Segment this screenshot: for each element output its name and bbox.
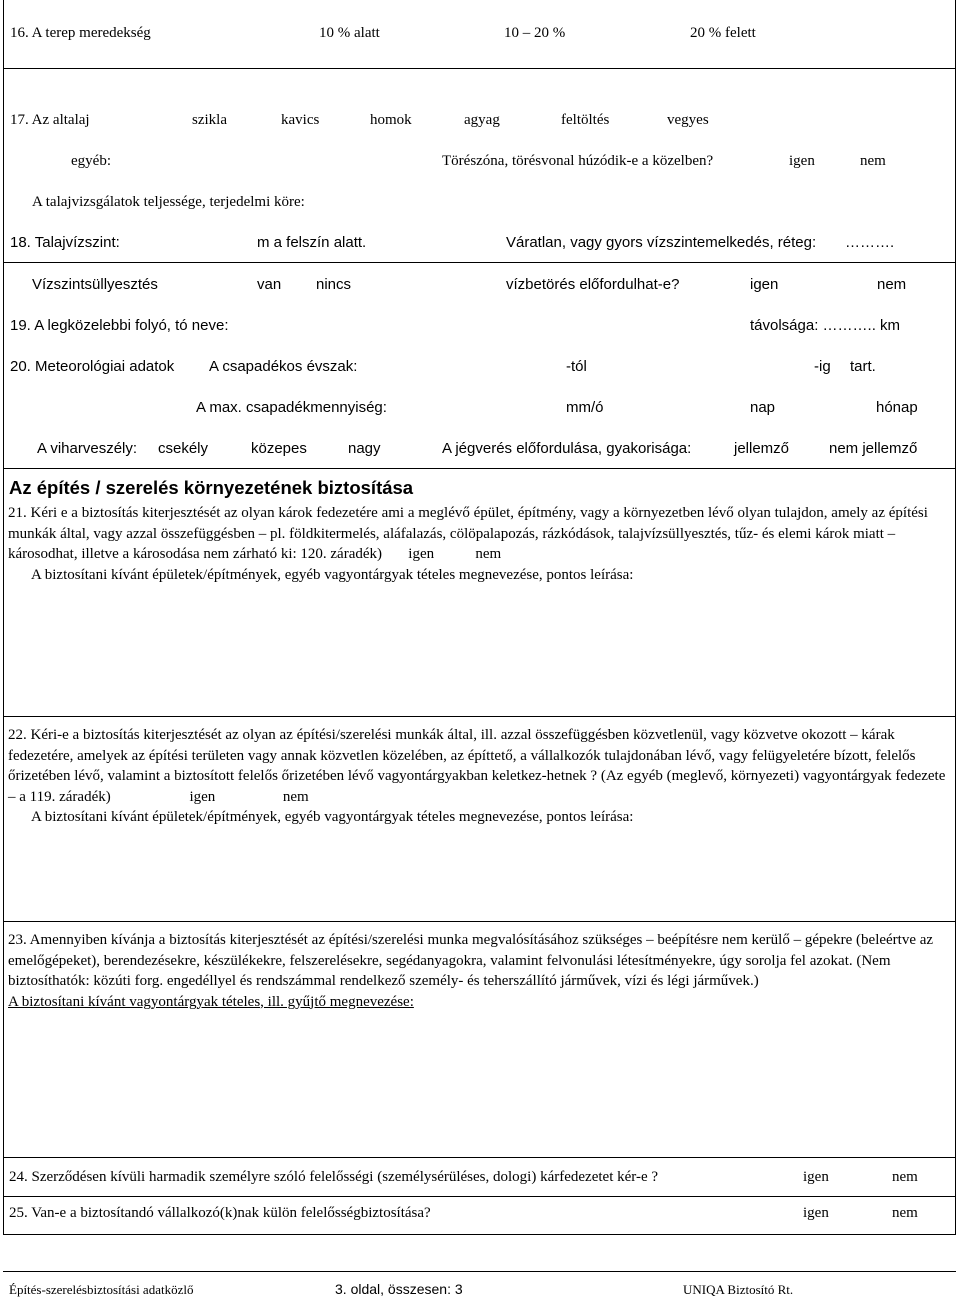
q22-question: 22. Kéri-e a biztosítás kiterjesztését az olyan az építési/szerelési munkák által, ill. azzal összefüggésben közvetlenül, vagy közvetve okozott – kárak fedezetére, amelyek az építési területen vagy annak közvetlen közelében, az építtető, a vállalkozók tulajdonában lévő, vagy felügyeletére bízott, felelős őrizetében lévő, valamint a biztosított felelős őrizetében lévő vagyontárgyakban keletkez-hetnek ? (Az egyéb (meglevő, környezeti) vagyontárgyak fedezete – a 119. záradék)	[8, 727, 946, 805]
q21-question: 21. Kéri e a biztosítás kiterjesztését az olyan károk fedezetére ami a meglévő épület, építmény, vagy a környezetben lévő olyan tulajdon, amely az építési munkák által, vagy azzal összefüggésben – pl. földkitermelés, aláfalazás, cölöpalapozás, rázkódások, talajvízsüllyesztés, tűz- és elemi károk miatt – károsodhat, illetve a károsodása nem zárható ki: 120. záradék)	[8, 505, 928, 562]
q20-label: 20. Meteorológiai adatok	[10, 358, 175, 375]
divider-24	[3, 1196, 956, 1197]
q17-option-rock[interactable]: szikla	[192, 112, 227, 128]
divider-section	[3, 468, 956, 469]
q17-option-mixed[interactable]: vegyes	[667, 112, 709, 128]
divider-21	[3, 716, 956, 717]
footer-page-number: 3. oldal, összesen: 3	[335, 1281, 463, 1297]
q17-option-clay[interactable]: agyag	[464, 112, 500, 128]
q20-hail-not-typical[interactable]: nem jellemző	[829, 440, 918, 457]
q22-list-label: A biztosítani kívánt épületek/építmények, egyéb vagyontárgyak tételes megnevezése, pontos leírása:	[31, 809, 634, 825]
q18-burst-no[interactable]: nem	[877, 276, 907, 293]
q25-no[interactable]: nem	[892, 1205, 918, 1221]
q20-hail-label: A jégverés előfordulása, gyakorisága:	[442, 440, 692, 457]
divider-23	[3, 1157, 956, 1158]
q20-hail-typical[interactable]: jellemző	[734, 440, 790, 457]
q18-drop-van[interactable]: van	[257, 276, 282, 293]
q17-fault-no[interactable]: nem	[860, 153, 886, 169]
q25-label: 25. Van-e a biztosítandó vállalkozó(k)nak külön felelősségbiztosítása?	[9, 1205, 431, 1221]
q20-storm-high[interactable]: nagy	[348, 440, 381, 457]
q20-max-mmh: mm/ó	[566, 399, 604, 416]
q17-option-sand[interactable]: homok	[370, 112, 412, 128]
q18-rise-question: Váratlan, vagy gyors vízszintemelkedés, réteg:	[506, 234, 817, 251]
frame-right	[955, 0, 956, 1235]
footer-company: UNIQA Biztosító Rt.	[683, 1282, 794, 1297]
q20-max-month: hónap	[876, 399, 918, 416]
q17-other-label: egyéb:	[71, 153, 111, 169]
q18-drop-label: Vízszintsüllyesztés	[32, 276, 158, 293]
q23-list-label: A biztosítani kívánt vagyontárgyak tételes, ill. gyűjtő megnevezése:	[8, 993, 414, 1010]
q18-drop-nincs[interactable]: nincs	[316, 276, 352, 293]
footer-document-name: Építés-szerelésbiztosítási adatközlő	[9, 1282, 194, 1297]
q19-distance: távolsága: ……….. km	[750, 317, 901, 334]
q21-yes[interactable]: igen	[408, 546, 435, 562]
frame-bottom	[3, 1234, 956, 1235]
q21-block	[8, 503, 950, 585]
q17-fault-yes[interactable]: igen	[789, 153, 815, 169]
q16-option-above-20[interactable]: 20 % felett	[690, 25, 756, 41]
q20-max-day: nap	[750, 399, 776, 416]
q22-yes[interactable]: igen	[189, 788, 216, 805]
q18-label: 18. Talajvízszint:	[10, 234, 120, 251]
q17-option-fill[interactable]: feltöltés	[561, 112, 610, 128]
q19-label: 19. A legközelebbi folyó, tó neve:	[10, 317, 229, 334]
q20-storm-medium[interactable]: közepes	[251, 440, 307, 457]
q23-block	[8, 930, 950, 1012]
q20-season-to: -ig	[814, 358, 831, 375]
q23-question: 23. Amennyiben kívánja a biztosítás kiterjesztését az építési/szerelési munka megvalósításához szükséges – beépítésre nem kerülő – gépekre (beleértve az emelőgépeket), berendezésekre, készülékekre, felszerelésekre, segédanyagokra, valamint felvonulási létesítményekre, úgy sorolja fel azokat. (Nem biztosíthatók: közúti forg. engedéllyel és rendszámmal rendelkező személy- és teherszállító járművek, vízi és légi járművek.)	[8, 932, 934, 989]
divider-17	[3, 262, 956, 263]
q18-rise-dots: ……….	[845, 234, 895, 251]
q18-unit: m a felszín alatt.	[257, 234, 367, 251]
q20-season-from: -tól	[566, 358, 587, 375]
q17-label: 17. Az altalaj	[10, 112, 90, 128]
q22-block	[8, 725, 950, 828]
q17-fault-question: Törészóna, törésvonal húzódik-e a közelben?	[442, 153, 714, 169]
divider-16	[3, 68, 956, 69]
frame-left	[3, 0, 4, 1235]
q17-survey-label: A talajvizsgálatok teljessége, terjedelmi köre:	[32, 194, 305, 210]
q24-yes[interactable]: igen	[803, 1169, 829, 1185]
q20-max-label: A max. csapadékmennyiség:	[196, 399, 387, 416]
q21-no[interactable]: nem	[475, 546, 502, 562]
q24-label: 24. Szerződésen kívüli harmadik személyre szóló felelősségi (személysérüléses, dologi) kárfedezetet kér-e ?	[9, 1169, 659, 1185]
section-title: Az építés / szerelés környezetének biztosítása	[9, 477, 414, 498]
q20-season-label: A csapadékos évszak:	[209, 358, 358, 375]
q22-no[interactable]: nem	[282, 788, 309, 805]
q17-option-gravel[interactable]: kavics	[281, 112, 320, 128]
q16-label: 16. A terep meredekség	[10, 25, 151, 41]
q20-season-lasts: tart.	[850, 358, 876, 375]
footer-line	[3, 1271, 956, 1272]
q16-option-10-20[interactable]: 10 – 20 %	[504, 25, 566, 41]
q21-list-label: A biztosítani kívánt épületek/építmények, egyéb vagyontárgyak tételes megnevezése, pontos leírása:	[31, 566, 634, 583]
q18-burst-yes[interactable]: igen	[750, 276, 779, 293]
q24-no[interactable]: nem	[892, 1169, 918, 1185]
q20-storm-low[interactable]: csekély	[158, 440, 209, 457]
q18-burst-question: vízbetörés előfordulhat-e?	[506, 276, 680, 293]
divider-22	[3, 921, 956, 922]
q20-storm-label: A viharveszély:	[37, 440, 138, 457]
q25-yes[interactable]: igen	[803, 1205, 829, 1221]
q16-option-below-10[interactable]: 10 % alatt	[319, 25, 380, 41]
